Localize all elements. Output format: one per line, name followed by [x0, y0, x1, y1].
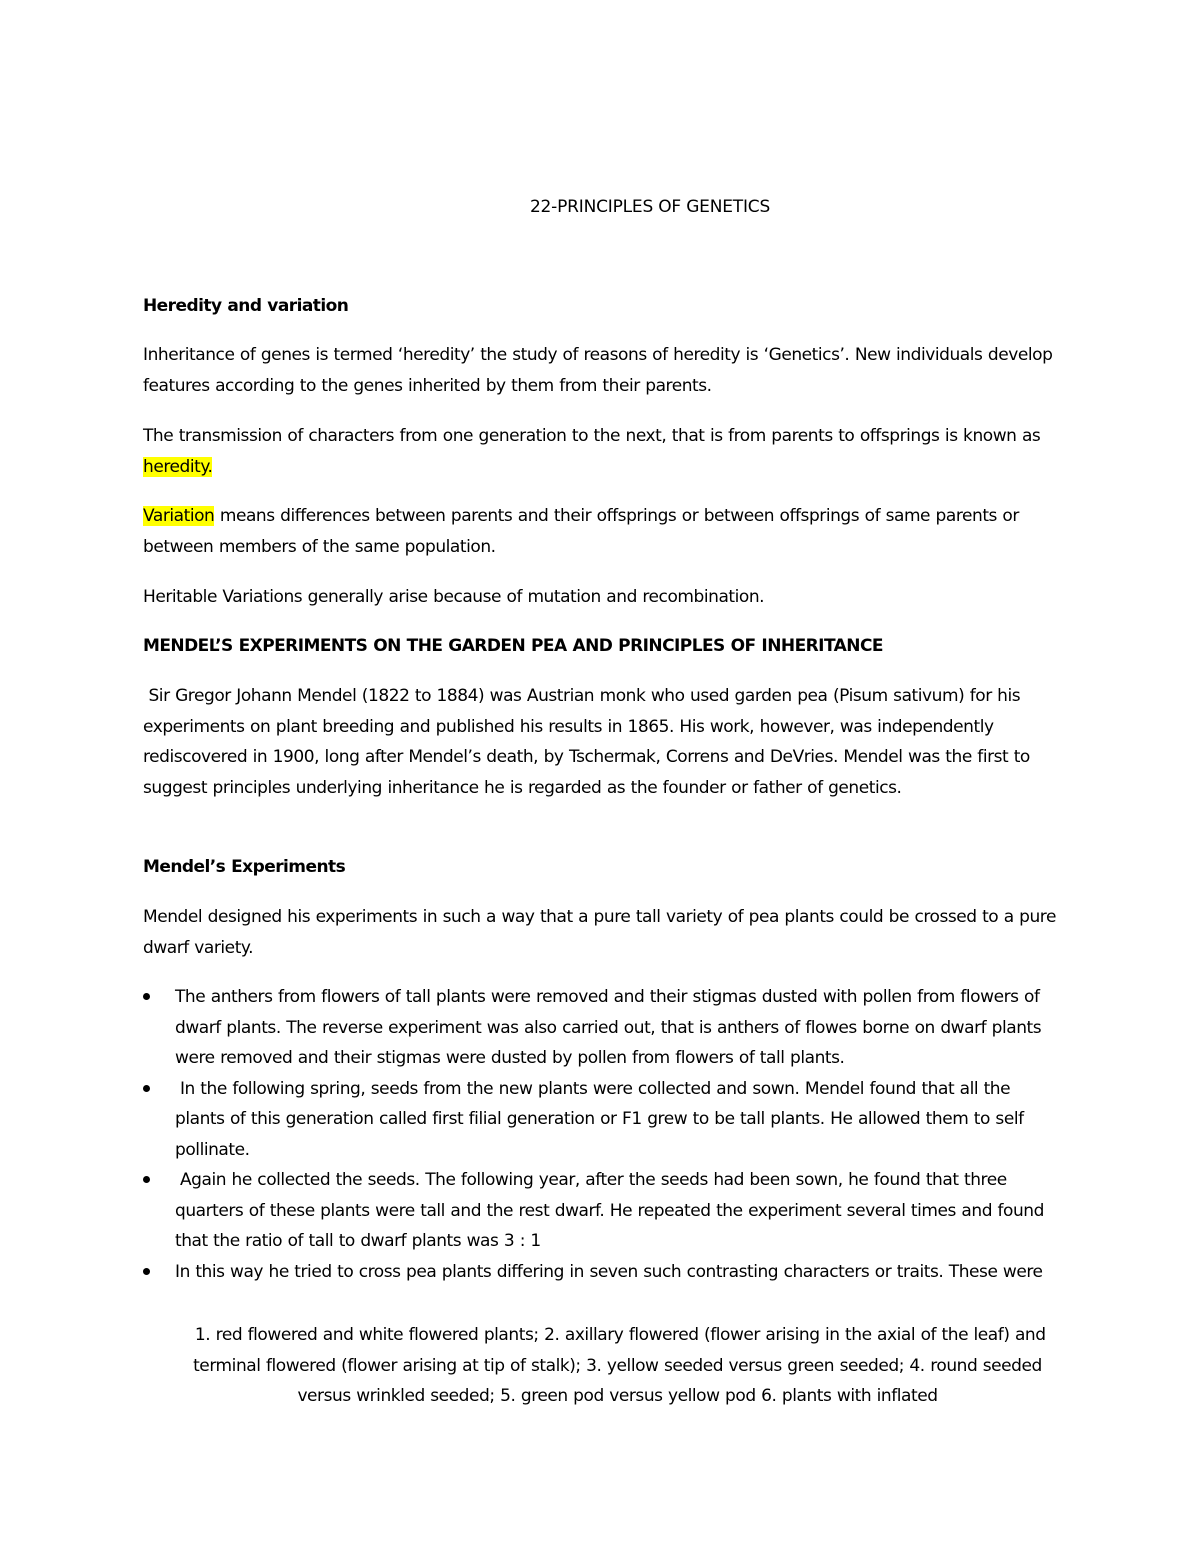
paragraph-experiment-design: Mendel designed his experiments in such a way that a pure tall variety of pea plants could be crossed to a pure dwarf variety.	[143, 907, 1056, 958]
list-item	[143, 1257, 1060, 1288]
bullet-icon	[143, 1176, 150, 1183]
paragraph-variation-definition	[143, 501, 1060, 562]
document-page	[143, 0, 1060, 1553]
paragraph-variation-text: means differences between parents and their offsprings or between offsprings of same parents or between members of the same population.	[143, 506, 1019, 557]
paragraph-transmission-text: The transmission of characters from one generation to the next, that is from parents to offsprings is known as	[143, 426, 1041, 446]
heading-mendels-experiments: Mendel’s Experiments	[143, 857, 346, 877]
list-item	[143, 1165, 1060, 1257]
list-item-text: Again he collected the seeds. The following year, after the seeds had been sown, he found that three quarters of these plants were tall and the rest dwarf. He repeated the experiment several times and found that the ratio of tall to dwarf plants was 3 : 1	[175, 1170, 1050, 1251]
list-item	[143, 1074, 1060, 1166]
paragraph-heritable-variations: Heritable Variations generally arise because of mutation and recombination.	[143, 587, 765, 607]
highlighted-term-heredity: heredity.	[143, 456, 213, 477]
document-title: 22-PRINCIPLES OF GENETICS	[529, 197, 771, 217]
paragraph-gregor-mendel: Sir Gregor Johann Mendel (1822 to 1884) was Austrian monk who used garden pea (Pisum sativum) for his experiments on plant breeding and published his results in 1865. His work, however, was independently rediscovered in 1900, long after Mendel’s death, by Tschermak, Correns and DeVries. Mendel was the first to suggest principles underlying inheritance he is regarded as the founder or father of genetics.	[143, 686, 1036, 798]
list-item	[143, 982, 1060, 1074]
paragraph-contrasting-traits: 1. red flowered and white flowered plants; 2. axillary flowered (flower arising in the axial of the leaf) and terminal flowered (flower arising at tip of stalk); 3. yellow seeded versus green seeded; 4. round seeded versus wrinkled seeded; 5. green pod versus yellow pod 6. plants with inflated	[189, 1325, 1052, 1406]
bullet-icon	[143, 1268, 150, 1275]
experiment-steps-list	[143, 982, 1060, 1287]
list-item-text: In the following spring, seeds from the new plants were collected and sown. Mendel found that all the plants of this generation called first filial generation or F1 grew to be tall plants. He allowed them to self pollinate.	[175, 1078, 1030, 1160]
paragraph-transmission-of-characters	[143, 421, 1060, 482]
paragraph-inheritance-of-genes: Inheritance of genes is termed ‘heredity’ the study of reasons of heredity is ‘Genetics’. New individuals develop features according to the genes inherited by them from their parents.	[143, 345, 1053, 396]
heading-mendels-experiments-on-garden-pea: MENDEL’S EXPERIMENTS ON THE GARDEN PEA AND PRINCIPLES OF INHERITANCE	[143, 636, 883, 656]
list-item-text: The anthers from flowers of tall plants were removed and their stigmas dusted with pollen from flowers of dwarf plants. The reverse experiment was also carried out, that is anthers of flowes borne on dwarf plants were removed and their stigmas were dusted by pollen from flowers of tall plants.	[175, 987, 1047, 1068]
highlighted-term-variation: Variation	[143, 506, 215, 526]
list-item-text: In this way he tried to cross pea plants differing in seven such contrasting characters or traits. These were	[175, 1261, 1043, 1282]
heading-heredity-and-variation: Heredity and variation	[143, 296, 349, 316]
bullet-icon	[143, 1085, 150, 1092]
bullet-icon	[143, 993, 150, 1000]
